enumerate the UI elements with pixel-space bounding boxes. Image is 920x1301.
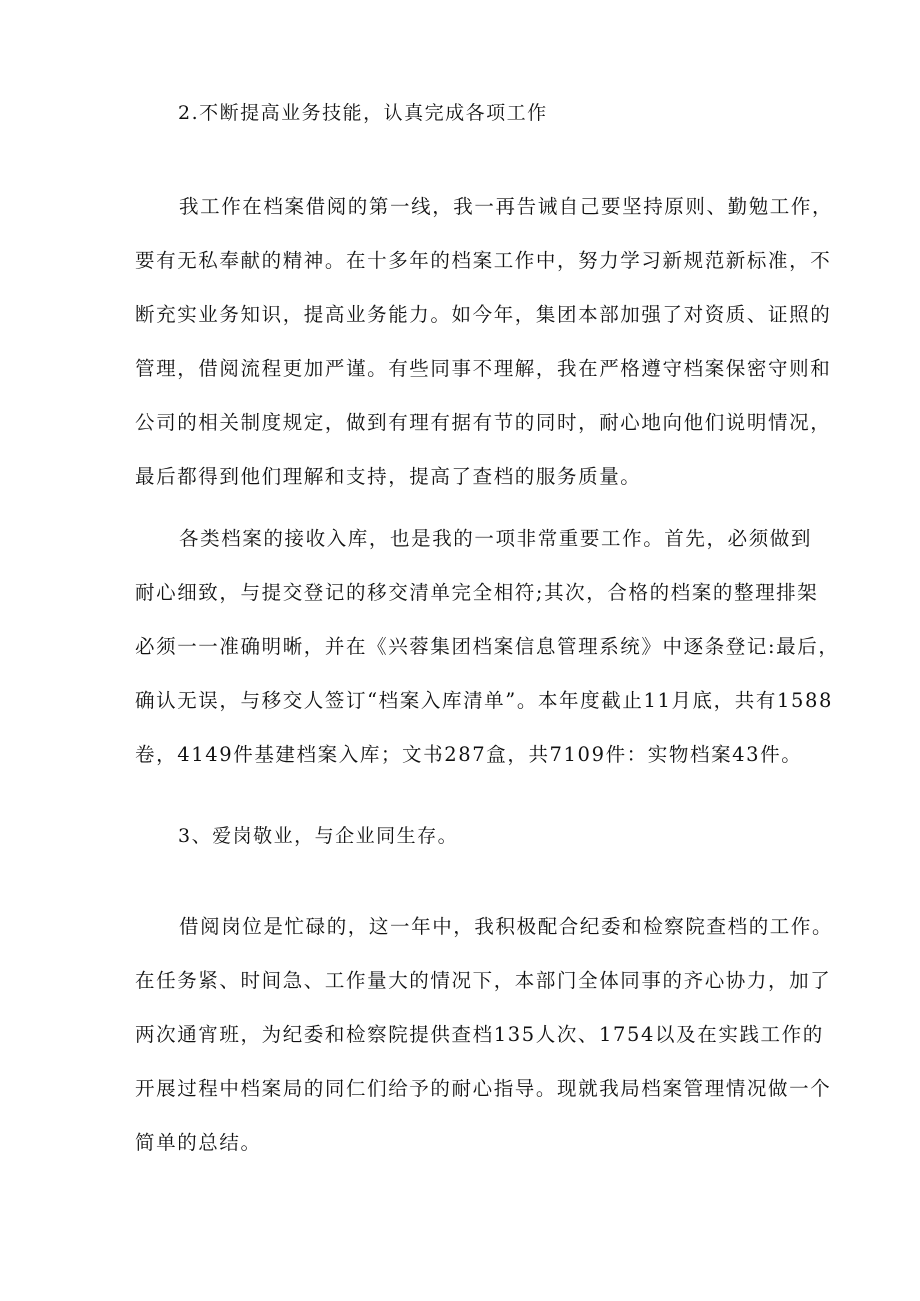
- paragraph-line: 借阅岗位是忙碌的，这一年中，我积极配合纪委和检察院查档的工作。: [179, 915, 834, 938]
- paragraph-line: 两次通宵班，为纪委和检察院提供查档135人次、1754以及在实践工作的: [135, 1023, 824, 1046]
- section-heading-2: 2.不断提高业务技能，认真完成各项工作: [178, 102, 548, 124]
- section-heading-3: 3、爱岗敬业，与企业同生存。: [178, 825, 459, 847]
- paragraph-line: 最后都得到他们理解和支持，提高了查档的服务质量。: [135, 465, 642, 488]
- paragraph-line: 在任务紧、时间急、工作量大的情况下，本部门全体同事的齐心协力，加了: [135, 969, 832, 992]
- paragraph-line: 要有无私奉献的精神。在十多年的档案工作中，努力学习新规范新标准，不: [135, 249, 832, 272]
- paragraph-archive-intake: [135, 512, 840, 782]
- paragraph-line: 我工作在档案借阅的第一线，我一再告诫自己要坚持原则、勤勉工作，: [179, 195, 834, 218]
- paragraph-line: 开展过程中档案局的同仁们给予的耐心指导。现就我局档案管理情况做一个: [135, 1077, 832, 1100]
- paragraph-line: 耐心细致，与提交登记的移交清单完全相符;其次，合格的档案的整理排架: [135, 581, 819, 604]
- paragraph-line: 简单的总结。: [135, 1131, 262, 1154]
- paragraph-line: 管理，借阅流程更加严谨。有些同事不理解，我在严格遵守档案保密守则和: [135, 357, 832, 380]
- paragraph-line: 断充实业务知识，提高业务能力。如今年，集团本部加强了对资质、证照的: [135, 303, 832, 326]
- paragraph-line: 卷，4149件基建档案入库；文书287盒，共7109件：实物档案43件。: [135, 743, 803, 766]
- paragraph-line: 确认无误，与移交人签订“档案入库清单”。本年度截止11月底，共有1588: [135, 689, 833, 712]
- paragraph-line: 必须一一准确明晰，并在《兴蓉集团档案信息管理系统》中逐条登记:最后，: [135, 635, 840, 658]
- paragraph-archive-borrowing: [135, 180, 834, 504]
- paragraph-dedication: [135, 900, 834, 1170]
- paragraph-line: 公司的相关制度规定，做到有理有据有节的同时，耐心地向他们说明情况，: [135, 411, 832, 434]
- paragraph-line: 各类档案的接收入库，也是我的一项非常重要工作。首先，必须做到: [179, 527, 813, 550]
